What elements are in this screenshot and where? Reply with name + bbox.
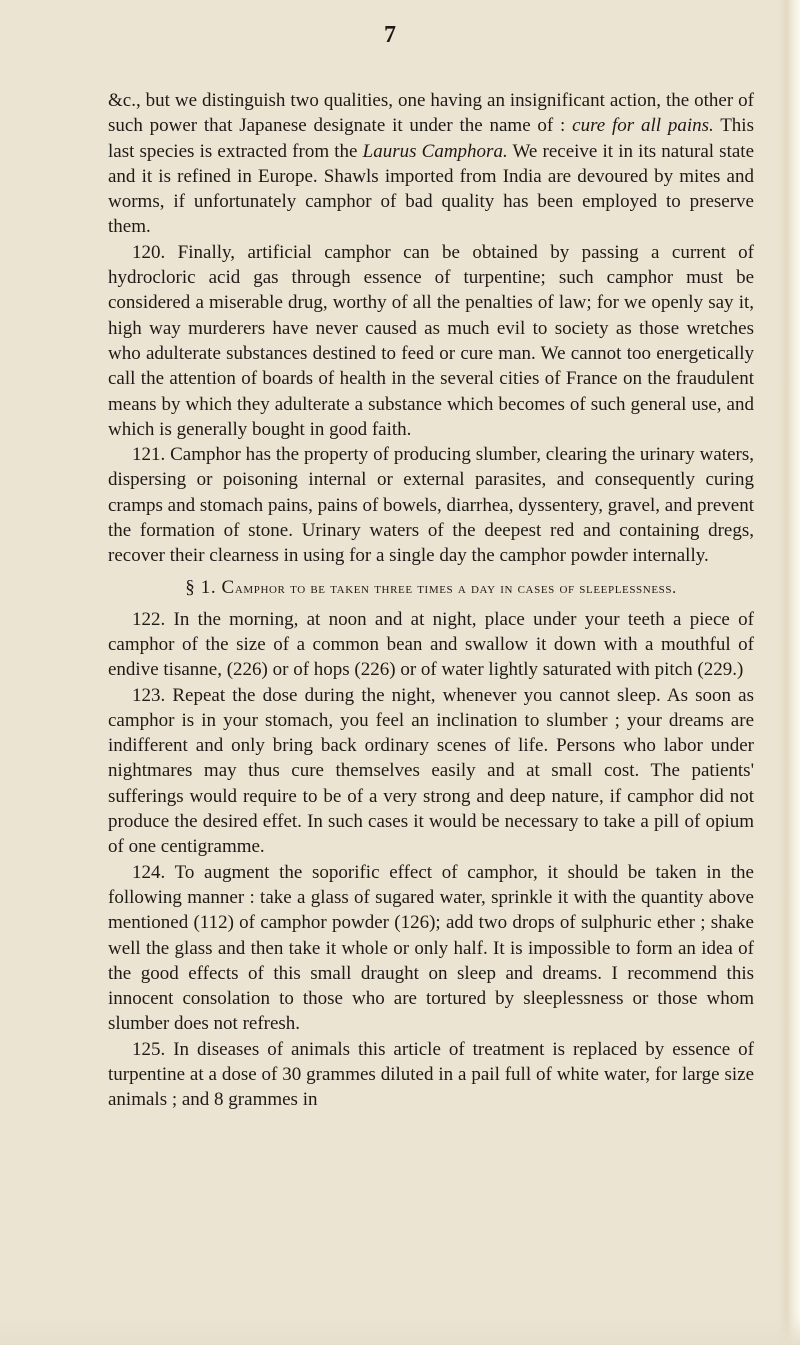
section-heading-text: amphor to be taken three times a day in cases of sleeplessness. (234, 579, 677, 597)
paragraph-124: 124. To augment the soporific effect of camphor, it should be taken in the following manner : take a glass of sugared water, sprinkle it with the quantity above mentioned (112) of camphor powder (126); add two drops of sulphuric ether ; shake well the glass and then take it whole or only half. It is impossible to form an idea of the good effects of this small draught on sleep and dreams. I recommend this innocent consolation to those who are tortured by sleeplessness or those whom slumber does not refresh. (108, 861, 754, 1035)
italic-phrase: cure for all pains. (572, 115, 714, 137)
paragraph-text: &c., but we distinguish two qualities, one having an insignificant action, the other of such power that Japanese designate it under the name of : (108, 90, 754, 137)
paragraph-text: This last species is extracted from the (108, 115, 754, 162)
section-heading (108, 575, 754, 601)
paragraph-125: 125. In diseases of animals this article of treatment is replaced by essence of turpentine at a dose of 30 grammes diluted in a pail full of white water, for large size animals ; and 8 grammes in (108, 1038, 754, 1111)
paragraph-123: 123. Repeat the dose during the night, whenever you cannot sleep. As soon as camphor is in your stomach, you feel an inclination to slumber ; your dreams are indifferent and only bring back ordinary scenes of life. Persons who labor under nightmares may thus cure themselves easily and at small cost. The patients' sufferings would require to be of a very strong and deep nature, if camphor did not produce the desired effet. In such cases it would be necessary to take a pill of opium of one centigramme. (108, 684, 754, 858)
paragraph-continuation (108, 88, 754, 240)
paragraph-121: 121. Camphor has the property of producing slumber, clearing the urinary waters, dispersing or poisoning internal or external parasites, and consequently curing cramps and stomach pains, pains of bowels, diarrhea, dyssentery, gravel, and prevent the formation of stone. Urinary waters of the deepest red and containing dregs, recover their clearness in using for a single day the camphor powder internally. (108, 444, 754, 567)
paragraph-120: 120. Finally, artificial camphor can be obtained by passing a current of hydrocloric acid gas through essence of turpentine; such camphor must be considered a miserable drug, worthy of all the penalties of law; for we openly say it, high way murderers have never caused as much evil to society as those wretches who adulterate substances destined to feed or cure man. We cannot too energetically call the attention of boards of health in the several cities of France on the fraudulent means by which they adulterate a substance which becomes of such general use, and which is generally bought in good faith. (108, 241, 754, 440)
italic-species-name: Laurus Camphora. (362, 140, 508, 162)
page-edge (778, 0, 800, 1345)
paragraph-122: 122. In the morning, at noon and at night, place under your teeth a piece of camphor of the size of a common bean and swallow it down with a mouthful of endive tisanne, (226) or of hops (226) or of water lightly saturated with pitch (229.) (108, 608, 754, 681)
section-heading-lead: § 1. C (185, 576, 235, 598)
page-bottom-shade (0, 1315, 800, 1345)
paragraph-text: We receive it in its natural state and it is refined in Europe. Shawls imported from India are devoured by mites and worms, if unfortunately camphor of bad quality has been employed to preserve them. (108, 140, 755, 238)
page-body (108, 88, 754, 1113)
page-number: 7 (384, 22, 396, 48)
